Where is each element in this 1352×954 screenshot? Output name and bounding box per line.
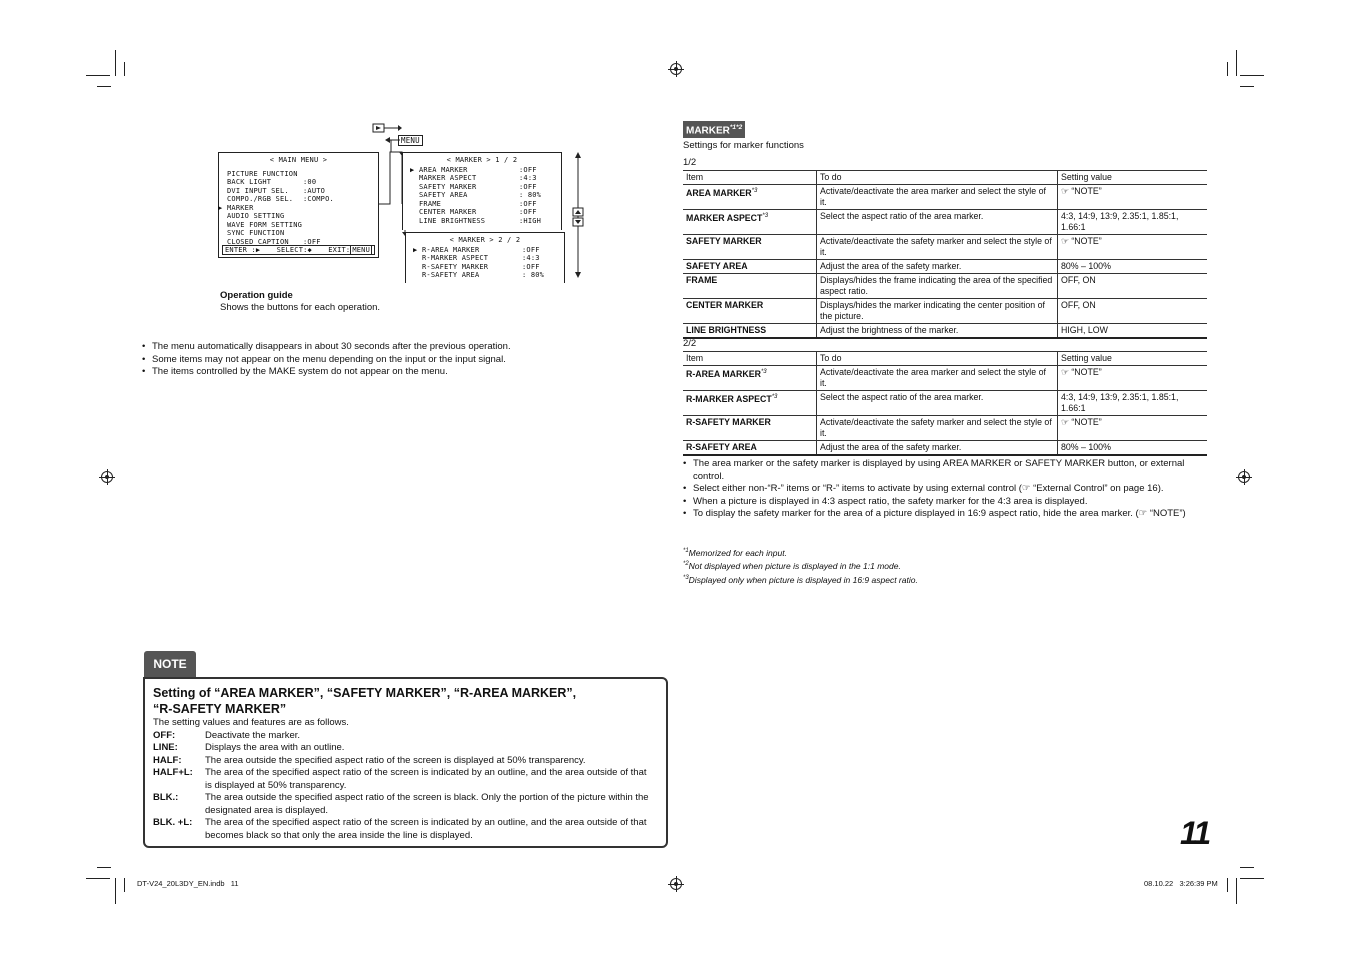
menu-item	[422, 271, 564, 280]
note-definition	[153, 755, 653, 768]
crop-mark	[124, 62, 125, 76]
crop-mark	[86, 75, 110, 76]
bullet-item: • The menu automatically disappears in about 30 seconds after the previous operation.	[142, 341, 662, 354]
todo-cell: Select the aspect ratio of the area marker.	[817, 210, 1058, 235]
footer-exit-button-label: MENU	[352, 245, 370, 254]
item-name: R-MARKER ASPECT	[686, 393, 772, 404]
operation-guide-text: Shows the buttons for each operation.	[220, 302, 381, 313]
crop-mark	[1240, 878, 1264, 879]
todo-cell: Select the aspect ratio of the area marker.	[817, 391, 1058, 416]
item-name: LINE BRIGHTNESS	[686, 325, 767, 335]
menu-item	[227, 195, 378, 204]
menu-item-value: :00	[303, 178, 317, 186]
crop-mark	[1240, 867, 1254, 868]
selected-arrow-icon: ▶	[413, 245, 418, 254]
definition-text: Displays the area with an outline.	[205, 742, 345, 753]
todo-cell: Adjust the area of the safety marker.	[817, 441, 1058, 456]
menu-item-value: :OFF	[519, 199, 537, 208]
footnote-mark: *2	[683, 561, 689, 568]
footnotes	[683, 546, 918, 586]
crop-mark	[1240, 86, 1254, 87]
menu-item	[227, 170, 378, 179]
marker-subtitle: Settings for marker functions	[683, 140, 804, 151]
menu-item-label: AUDIO SETTING	[227, 212, 285, 220]
table2-caption: 2/2	[683, 338, 697, 349]
marker-badge-label: MARKER	[686, 125, 730, 137]
col-item-header: Item	[683, 171, 817, 185]
item-name: SAFETY AREA	[686, 261, 748, 271]
definition-text: Deactivate the marker.	[205, 729, 301, 741]
definition-key: BLK. +L:	[153, 817, 193, 828]
menu-item-label: CENTER MARKER	[419, 208, 477, 216]
note-definition	[153, 730, 653, 743]
value-cell: ☞ “NOTE”	[1058, 366, 1208, 391]
footnote-text: Not displayed when picture is displayed in the 1:1 mode.	[688, 561, 901, 572]
crop-mark	[115, 878, 116, 904]
menu-item-label: WAVE FORM SETTING	[227, 220, 303, 229]
menu-item	[419, 191, 561, 200]
bullet-item: • The area marker or the safety marker is displayed by using AREA MARKER or SAFETY MARKER button, or external control.	[683, 458, 1208, 483]
menu-item	[419, 174, 561, 183]
table1-caption: 1/2	[683, 157, 697, 168]
menu-item-label: LINE BRIGHTNESS	[419, 216, 486, 225]
definition-key: LINE:	[153, 742, 178, 753]
menu-item	[227, 229, 378, 238]
registration-mark-icon	[670, 63, 682, 75]
crop-mark	[1227, 878, 1228, 892]
item-footnote: *3	[762, 213, 769, 219]
selected-arrow-icon: ▶	[410, 165, 415, 174]
todo-cell: Displays/hides the marker indicating the center position of the picture.	[817, 299, 1058, 324]
menu-item-value: :OFF	[522, 262, 540, 271]
selected-arrow-icon: ▶	[218, 203, 223, 212]
item-cell	[683, 185, 817, 210]
col-value-header: Setting value	[1058, 171, 1208, 185]
todo-cell: Activate/deactivate the safety marker and select the style of it.	[817, 416, 1058, 441]
menu-item-label: R-AREA MARKER	[422, 245, 480, 254]
marker-badge	[683, 121, 745, 138]
item-cell	[683, 210, 817, 235]
menu-item	[422, 263, 564, 272]
col-value-header: Setting value	[1058, 352, 1208, 366]
item-name: R-SAFETY AREA	[686, 442, 757, 452]
note-definition	[153, 767, 653, 792]
note-heading-line2: “R-SAFETY MARKER”	[153, 702, 287, 716]
item-cell	[683, 366, 817, 391]
definition-text: The area of the specified aspect ratio of the screen is indicated by an outline, and the area outside of that is displayed at 50% transparency.	[205, 767, 647, 791]
item-footnote: *3	[751, 188, 758, 194]
slug-right: 08.10.22 3:26:39 PM	[1144, 879, 1218, 888]
item-name: R-AREA MARKER	[686, 368, 761, 379]
menu-item-value: :4:3	[519, 174, 537, 182]
note-box	[143, 677, 668, 848]
menu-button-label: MENU	[398, 135, 423, 146]
item-cell	[683, 441, 817, 456]
crop-mark	[124, 878, 125, 892]
menu-item-value: :OFF	[522, 245, 540, 254]
col-todo-header: To do	[817, 352, 1058, 366]
todo-cell: Adjust the area of the safety marker.	[817, 260, 1058, 274]
definition-key: OFF:	[153, 729, 176, 741]
menu-item-value: :4:3	[522, 254, 540, 262]
value-cell: 4:3, 14:9, 13:9, 2.35:1, 1.85:1, 1.66:1	[1058, 391, 1208, 416]
item-footnote: *3	[760, 369, 767, 375]
table-row	[683, 441, 1207, 456]
value-cell: ☞ “NOTE”	[1058, 185, 1208, 210]
menu-item-label: SYNC FUNCTION	[227, 229, 285, 237]
item-cell	[683, 324, 817, 339]
item-cell	[683, 391, 817, 416]
menu-item-label: R-SAFETY AREA	[422, 271, 480, 279]
bullet-item: • To display the safety marker for the area of a picture displayed in 16:9 aspect ratio, hide the area marker. (☞ “NOTE”)	[683, 508, 1208, 521]
item-cell	[683, 235, 817, 260]
marker-table-page2	[683, 351, 1207, 456]
value-cell: 80% – 100%	[1058, 260, 1208, 274]
marker-page2-list	[413, 245, 564, 280]
menu-item-label: SAFETY MARKER	[419, 182, 477, 191]
crop-mark	[1236, 878, 1237, 904]
menu-item-label: SAFETY AREA	[419, 191, 468, 199]
menu-item-label: FRAME	[419, 199, 442, 208]
item-footnote: *3	[771, 394, 778, 400]
menu-item-label: MARKER ASPECT	[419, 174, 477, 182]
item-name: R-SAFETY MARKER	[686, 417, 771, 427]
todo-cell: Activate/deactivate the area marker and select the style of it.	[817, 185, 1058, 210]
bullet-item: • Some items may not appear on the menu depending on the input or the input signal.	[142, 354, 662, 367]
todo-cell: Displays/hides the frame indicating the area of the specified aspect ratio.	[817, 274, 1058, 299]
footnote	[683, 559, 918, 572]
definition-text: The area outside the specified aspect ratio of the screen is black. Only the portion of the picture within the designated area is displayed.	[205, 792, 649, 816]
menu-item	[227, 178, 378, 187]
table-row	[683, 210, 1207, 235]
definition-text: The area outside the specified aspect ratio of the screen is displayed at 50% transparency.	[205, 754, 586, 766]
item-cell	[683, 416, 817, 441]
menu-item	[413, 245, 564, 255]
bullet-item: • The items controlled by the MAKE system do not appear on the menu.	[142, 366, 662, 379]
main-menu-footer: ENTER :▶ SELECT:◆ EXIT: MENU	[222, 245, 375, 256]
menu-item-value: :OFF	[303, 237, 321, 246]
menu-item-value: :AUTO	[303, 186, 326, 195]
menu-item	[419, 200, 561, 209]
crop-mark	[86, 878, 110, 879]
marker-page1-list	[410, 165, 561, 226]
menu-item-label: CLOSED CAPTION	[227, 237, 289, 246]
item-name: MARKER ASPECT	[686, 212, 763, 223]
menu-item	[227, 221, 378, 230]
registration-mark-icon	[1238, 471, 1250, 483]
value-cell: OFF, ON	[1058, 299, 1208, 324]
menu-item	[227, 187, 378, 196]
menu-item	[218, 203, 378, 213]
menu-item-label: PICTURE FUNCTION	[227, 169, 298, 178]
menu-item-label: MARKER	[227, 203, 254, 212]
menu-item	[419, 217, 561, 226]
main-menu-title: < MAIN MENU >	[269, 156, 328, 164]
crop-mark	[1236, 50, 1237, 76]
todo-cell: Activate/deactivate the area marker and select the style of it.	[817, 366, 1058, 391]
table-row	[683, 416, 1207, 441]
value-cell: OFF, ON	[1058, 274, 1208, 299]
crop-mark	[1240, 75, 1264, 76]
value-cell: 80% – 100%	[1058, 441, 1208, 456]
marker-notes-list	[683, 458, 1208, 521]
menu-item-label: DVI INPUT SEL.	[227, 186, 289, 195]
value-cell: ☞ “NOTE”	[1058, 416, 1208, 441]
table-row	[683, 260, 1207, 274]
marker-page2-title: < MARKER > 2 / 2	[449, 236, 521, 244]
marker-badge-footnote: *1*2	[729, 124, 743, 131]
menu-item-value: :OFF	[519, 208, 537, 216]
note-definition	[153, 792, 653, 817]
menu-item-value: :OFF	[519, 182, 537, 191]
table-row	[683, 235, 1207, 260]
footnote-text: Displayed only when picture is displayed in 16:9 aspect ratio.	[688, 574, 918, 585]
item-cell	[683, 260, 817, 274]
menu-item-label: R-SAFETY MARKER	[422, 262, 489, 271]
note-heading-line1: Setting of “AREA MARKER”, “SAFETY MARKER”, “R-AREA MARKER”,	[153, 686, 577, 700]
note-definition	[153, 817, 653, 842]
menu-item	[419, 183, 561, 192]
menu-item-value: :HIGH	[519, 216, 542, 225]
definition-key: HALF+L:	[153, 767, 193, 778]
table-row	[683, 391, 1207, 416]
bullet-item: • Select either non-“R-” items or “R-” items to activate by using external control (☞ “External Control” on page 16).	[683, 483, 1208, 496]
col-todo-header: To do	[817, 171, 1058, 185]
value-cell: 4:3, 14:9, 13:9, 2.35:1, 1.85:1, 1.66:1	[1058, 210, 1208, 235]
marker-menu-page2	[405, 232, 565, 283]
marker-menu-page1	[402, 152, 562, 230]
menu-item	[410, 165, 561, 175]
menu-item	[419, 208, 561, 217]
item-name: FRAME	[686, 275, 718, 285]
table-row	[683, 185, 1207, 210]
table-row	[683, 299, 1207, 324]
item-cell	[683, 299, 817, 324]
definition-text: The area of the specified aspect ratio of the screen is indicated by an outline, and the area outside of that becomes black so that only the area inside the line is displayed.	[205, 817, 647, 841]
menu-item-label: COMPO./RGB SEL.	[227, 195, 294, 203]
crop-mark	[115, 50, 116, 76]
menu-item-label: AREA MARKER	[419, 165, 468, 174]
crop-mark	[97, 867, 111, 868]
table-row	[683, 274, 1207, 299]
marker-table-page1	[683, 170, 1207, 339]
table-row	[683, 324, 1207, 339]
slug-left: DT-V24_20L3DY_EN.indb 11	[137, 879, 239, 888]
marker-page1-title: < MARKER > 1 / 2	[446, 156, 518, 164]
registration-mark-icon	[101, 471, 113, 483]
col-item-header: Item	[683, 352, 817, 366]
item-name: SAFETY MARKER	[686, 236, 762, 246]
menu-item-value: : 80%	[519, 191, 542, 199]
operation-guide-title: Operation guide	[220, 290, 293, 301]
footnote	[683, 546, 918, 559]
registration-mark-icon	[670, 878, 682, 890]
menu-notes-list	[142, 341, 662, 379]
main-menu-list	[218, 169, 378, 247]
menu-item-value: :COMPO.	[303, 195, 334, 203]
bullet-item: • When a picture is displayed in 4:3 aspect ratio, the safety marker for the 4:3 area is displayed.	[683, 496, 1208, 509]
footnote-mark: *3	[683, 574, 689, 581]
definition-key: HALF:	[153, 754, 182, 766]
menu-item-label: BACK LIGHT	[227, 178, 272, 186]
footer-exit-label: EXIT:	[328, 245, 351, 254]
footnote-mark: *1	[683, 548, 689, 554]
main-menu-box	[218, 152, 379, 258]
table-row	[683, 366, 1207, 391]
footnote-text: Memorized for each input.	[688, 547, 787, 558]
todo-cell: Adjust the brightness of the marker.	[817, 324, 1058, 339]
menu-item	[422, 254, 564, 263]
todo-cell: Activate/deactivate the safety marker and select the style of it.	[817, 235, 1058, 260]
note-intro: The setting values and features are as follows.	[153, 717, 349, 728]
note-definitions	[153, 730, 653, 843]
menu-item	[227, 212, 378, 221]
item-name: AREA MARKER	[686, 187, 752, 198]
crop-mark	[1227, 62, 1228, 76]
note-tab: NOTE	[144, 651, 196, 677]
value-cell: HIGH, LOW	[1058, 324, 1208, 339]
footnote	[683, 573, 918, 586]
menu-item-label: R-MARKER ASPECT	[422, 254, 489, 262]
note-definition	[153, 742, 653, 755]
item-cell	[683, 274, 817, 299]
footer-select-label: SELECT:	[276, 245, 308, 254]
menu-item-value: :OFF	[519, 165, 537, 174]
menu-item-value: : 80%	[522, 271, 545, 279]
page-number: 11	[1180, 815, 1210, 851]
value-cell: ☞ “NOTE”	[1058, 235, 1208, 260]
item-name: CENTER MARKER	[686, 300, 764, 310]
crop-mark	[97, 86, 111, 87]
footer-enter-label: ENTER :	[225, 245, 256, 254]
definition-key: BLK.:	[153, 792, 179, 803]
